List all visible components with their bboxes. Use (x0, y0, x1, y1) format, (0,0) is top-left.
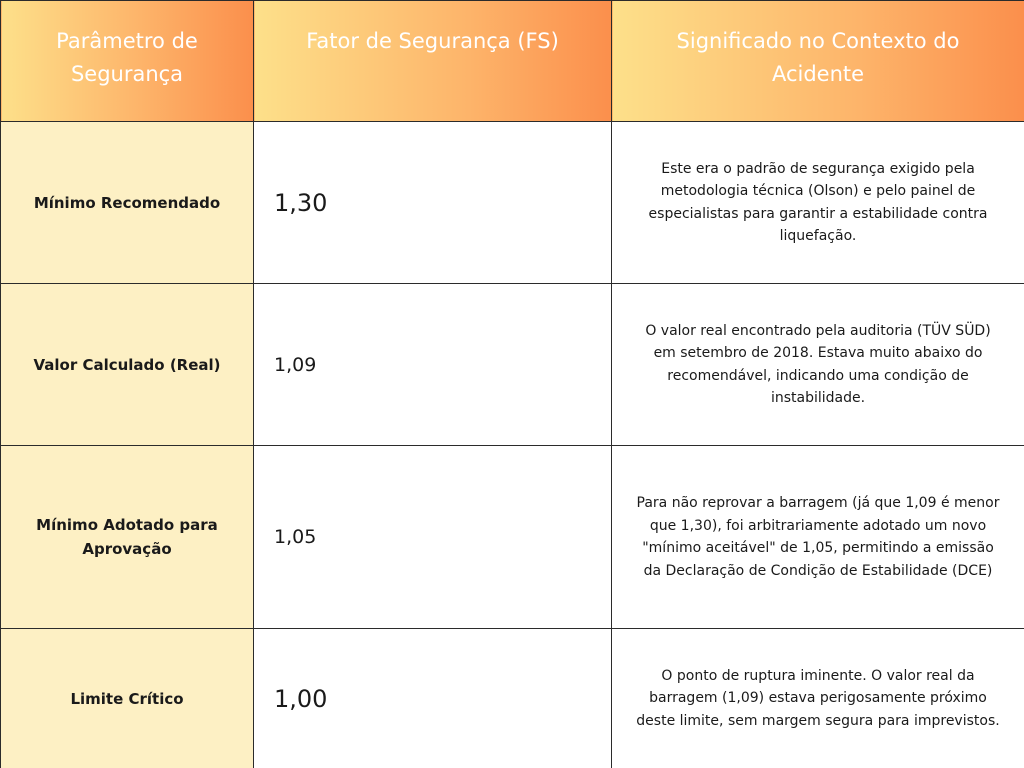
safety-factor-value: 1,05 (274, 526, 317, 548)
value-cell (254, 122, 612, 284)
safety-factor-value: 1,09 (274, 353, 317, 376)
meaning-cell: Para não reprovar a barragem (já que 1,09 é menor que 1,30), foi arbitrariamente adotado um novo "mínimo aceitável" de 1,05, permitindo a emissão da Declaração de Condição de Estabilidade (DCE) (612, 446, 1024, 629)
header-safety-factor: Fator de Segurança (FS) (254, 1, 612, 122)
header-parameter: Parâmetro de Segurança (1, 1, 254, 122)
safety-factor-value: 1,00 (274, 684, 328, 713)
header-row (1, 1, 1024, 122)
meaning-cell: O ponto de ruptura iminente. O valor real da barragem (1,09) estava perigosamente próximo deste limite, sem margem segura para imprevistos. (612, 629, 1024, 768)
meaning-cell: O valor real encontrado pela auditoria (TÜV SÜD) em setembro de 2018. Estava muito abaixo do recomendável, indicando uma condição de instabilidade. (612, 284, 1024, 446)
value-cell (254, 629, 612, 768)
value-cell (254, 446, 612, 629)
table-row (1, 122, 1024, 284)
value-cell (254, 284, 612, 446)
meaning-cell: Este era o padrão de segurança exigido pela metodologia técnica (Olson) e pelo painel de especialistas para garantir a estabilidade contra liquefação. (612, 122, 1024, 284)
table-row (1, 446, 1024, 629)
table-row (1, 629, 1024, 768)
table-row (1, 284, 1024, 446)
parameter-cell: Mínimo Adotado para Aprovação (1, 446, 254, 629)
parameter-cell: Limite Crítico (1, 629, 254, 768)
header-meaning: Significado no Contexto do Acidente (612, 1, 1024, 122)
safety-factor-value: 1,30 (274, 188, 328, 217)
parameter-cell: Valor Calculado (Real) (1, 284, 254, 446)
parameter-cell: Mínimo Recomendado (1, 122, 254, 284)
